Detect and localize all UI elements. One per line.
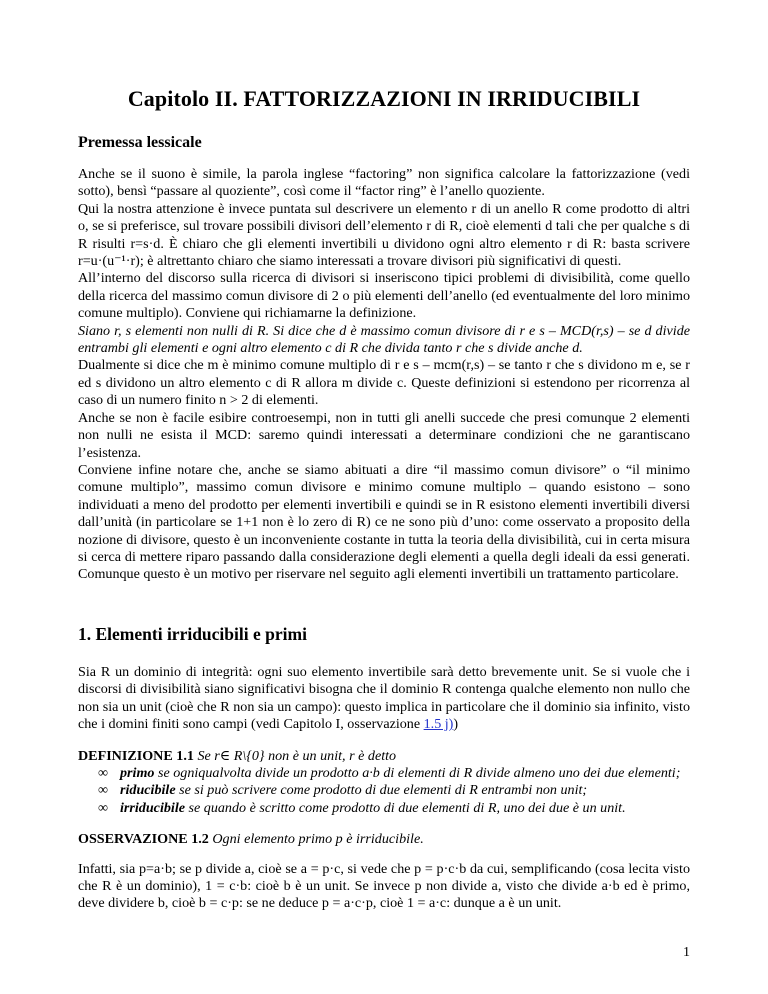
proof-paragraph: Infatti, sia p=a·b; se p divide a, cioè se a = p·c, si vede che p = p·c·b da cui, semplificando (cosa lecita visto che R è un dominio), 1 = c·b: cioè b è un unit. Se invece p non divide a, visto che divide a·b ed è primo, deve dividere b, cioè b = c·p: se ne deduce p = a·c·p, cioè 1 = a·c: dunque a è un unit. bbox=[78, 860, 690, 912]
bullet-icon: ∞ bbox=[98, 765, 109, 782]
definition-1-1 bbox=[78, 748, 690, 765]
definition-label: DEFINIZIONE 1.1 bbox=[78, 747, 194, 764]
intro-end: ) bbox=[453, 716, 459, 733]
section-heading-premessa: Premessa lessicale bbox=[78, 134, 202, 151]
definition-item bbox=[78, 782, 690, 799]
definition-item bbox=[78, 800, 690, 817]
definition-item bbox=[78, 765, 690, 782]
definition-item-text: se quando è scritto come prodotto di due elementi di R, uno dei due è un unit. bbox=[185, 799, 626, 816]
intro-text: Sia R un dominio di integrità: ogni suo elemento invertibile sarà detto brevemente unit. Se si vuole che i discorsi di divisibilità siano significativi bisogna che il dominio R contenga qualche elemento non nullo che non sia un unit (cioè che R non sia un campo): questo implica in particolare che il dominio sia infinito, visto che i domini finiti sono campi (vedi Capitolo I, osservazione bbox=[78, 664, 690, 733]
observation-label: OSSERVAZIONE 1.2 bbox=[78, 831, 209, 848]
definition-list bbox=[78, 765, 690, 817]
paragraph: Qui la nostra attenzione è invece puntata sul descrivere un elemento r di un anello R come prodotto di altri o, se si preferisce, sul trovare possibili divisori dell’elemento r di R, cioè elementi d tali che per qualche s di R risulti r=s·d. È chiaro che gli elementi invertibili u dividono ogni altro elemento r di R: basta scrivere r=u·(u⁻¹·r); è altrettanto chiaro che siamo interessati a trovare divisori più significativi di questi. bbox=[78, 200, 690, 270]
definition-term: irriducibile bbox=[120, 799, 185, 816]
definition-text: Se r∈ R\{0} non è un unit, r è detto bbox=[197, 747, 397, 764]
definition-item-text: se si può scrivere come prodotto di due elementi di R entrambi non unit; bbox=[175, 782, 588, 799]
premessa-body bbox=[78, 166, 690, 584]
definition-term: primo bbox=[120, 765, 155, 782]
definition-item-text: se ogniqualvolta divide un prodotto a·b di elementi di R divide almeno uno dei due elementi; bbox=[154, 765, 681, 782]
paragraph: All’interno del discorso sulla ricerca di divisori si inseriscono tipici problemi di divisibilità, come quello della ricerca del massimo comun divisore di 2 o più elementi dell’anello (ed eventualmente del loro minimo comune multiplo). Conviene qui richiamarne la definizione. bbox=[78, 270, 690, 322]
paragraph: Anche se il suono è simile, la parola inglese “factoring” non significa calcolare la fattorizzazione (vedi sotto), bensì “passare al quoziente”, così come il “factor ring” è l’anello quoziente. bbox=[78, 166, 690, 200]
section-heading-1: 1. Elementi irriducibili e primi bbox=[78, 624, 307, 644]
bullet-icon: ∞ bbox=[98, 782, 109, 799]
paragraph-definition-mcd: Siano r, s elementi non nulli di R. Si dice che d è massimo comun divisore di r e s – MCD(r,s) – se d divide entrambi gli elementi e ogni altro elemento c di R che divida tanto r che s divide anche d. bbox=[78, 322, 690, 357]
paragraph: Anche se non è facile esibire controesempi, non in tutti gli anelli succede che presi comunque 2 elementi non nulli ne esista il MCD: saremo quindi interessati a determinare condizioni che ne garantiscano l’esistenza. bbox=[78, 409, 690, 461]
paragraph: Conviene infine notare che, anche se siamo abituati a dire “il massimo comun divisore” o “il minimo comune multiplo”, massimo comun divisore e minimo comune multiplo – quando esistono – sono individuati a meno del prodotto per elementi invertibili e quindi se in R esistono elementi invertibili diversi dall’unità (in particolare se 1+1 non è lo zero di R) ce ne sono più d’uno: come osservato a proposito della nozione di divisore, questo è un inconveniente costante in tutta la teoria della divisibilità, cui in certa misura si cerca di mettere riparo passando dalla considerazione degli elementi a quella degli ideali da essi generati. Comunque questo è un motivo per riservare nel seguito agli elementi invertibili un trattamento particolare. bbox=[78, 461, 690, 583]
definition-term: riducibile bbox=[120, 782, 176, 799]
reference-link[interactable]: 1.5 j) bbox=[423, 716, 454, 733]
chapter-title: Capitolo II. FATTORIZZAZIONI IN IRRIDUCIBILI bbox=[127, 86, 641, 111]
section1-intro bbox=[78, 664, 690, 734]
page-number: 1 bbox=[683, 945, 690, 960]
paragraph-definition-mcm: Dualmente si dice che m è minimo comune multiplo di r e s – mcm(r,s) – se tanto r che s dividono m e, se r ed s dividono un altro elemento c di R allora m divide c. Queste definizioni si estendono per ricorrenza al caso di un numero finito n > 2 di elementi. bbox=[78, 357, 690, 409]
bullet-icon: ∞ bbox=[98, 799, 109, 816]
observation-text: Ogni elemento primo p è irriducibile. bbox=[212, 831, 424, 848]
observation-1-2 bbox=[78, 831, 690, 848]
section1-body bbox=[78, 664, 690, 913]
